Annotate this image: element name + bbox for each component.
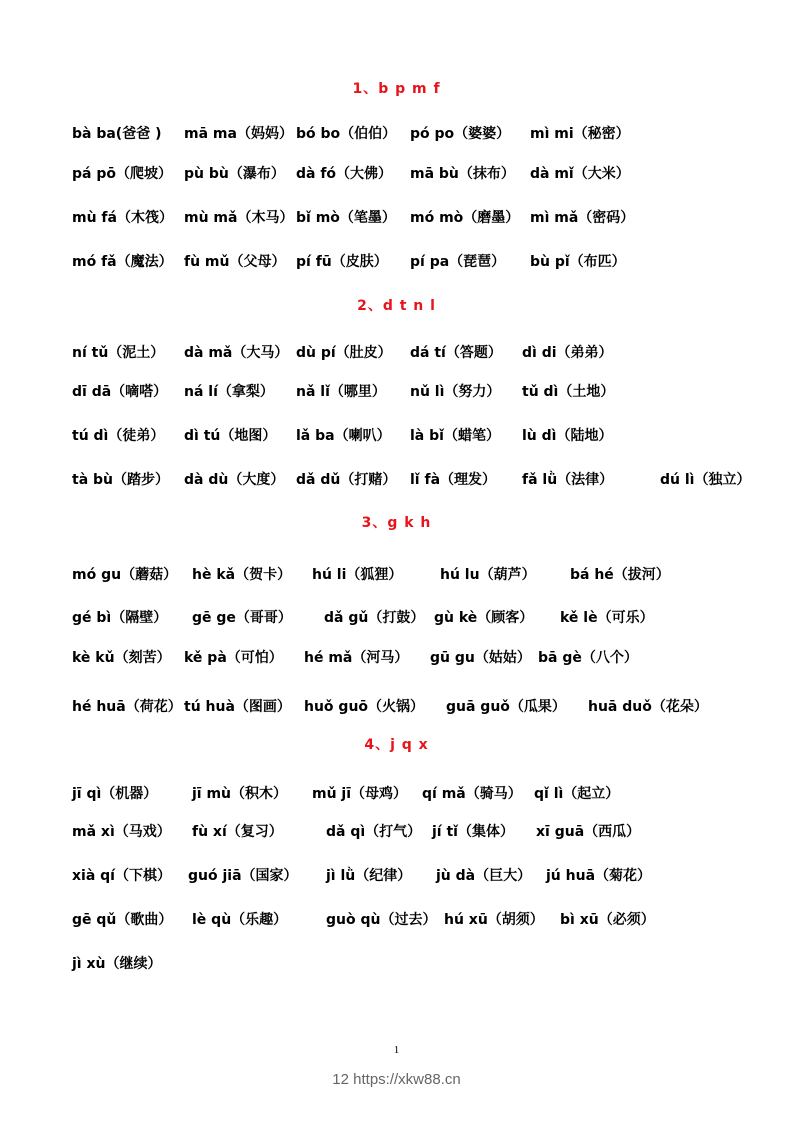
pinyin-term: dá tí（答题） — [410, 345, 502, 361]
pinyin-term: tà bù（踏步） — [72, 472, 170, 488]
pinyin-term: dǎ gǔ（打鼓） — [324, 610, 425, 626]
pinyin-term: gé bì（隔壁） — [72, 610, 168, 626]
pinyin-term: dǎ qì（打气） — [326, 824, 422, 840]
pinyin-term: fù mǔ（父母） — [184, 254, 286, 270]
pinyin-term: dà dù（大度） — [184, 472, 285, 488]
pinyin-term: hé huā（荷花） — [72, 699, 182, 715]
pinyin-term: kě pà（可怕） — [184, 650, 283, 666]
section-title: 4、j q x — [364, 737, 429, 753]
pinyin-term: jù dà（巨大） — [436, 868, 532, 884]
pinyin-term: hú li（狐狸） — [312, 567, 403, 583]
pinyin-term: gū gu（姑姑） — [430, 650, 531, 666]
pinyin-term: mì mi（秘密） — [530, 126, 630, 142]
pinyin-term: dú lì（独立） — [660, 472, 751, 488]
pinyin-term: bā gè（八个） — [538, 650, 638, 666]
pinyin-term: nǎ lǐ（哪里） — [296, 384, 386, 400]
page-number: 1 — [393, 1044, 400, 1056]
pinyin-term: pí pa（琵琶） — [410, 254, 506, 270]
pinyin-term: pù bù（瀑布） — [184, 166, 285, 182]
pinyin-term: pí fū（皮肤） — [296, 254, 388, 270]
pinyin-term: dī dā（嘀嗒） — [72, 384, 168, 400]
pinyin-term: huǒ guō（火锅） — [304, 699, 425, 715]
pinyin-term: tǔ dì（土地） — [522, 384, 615, 400]
pinyin-term: pó po（婆婆） — [410, 126, 511, 142]
pinyin-term: qí mǎ（骑马） — [422, 786, 522, 802]
pinyin-term: dà fó（大佛） — [296, 166, 393, 182]
pinyin-term: bù pǐ（布匹） — [530, 254, 626, 270]
pinyin-term: qǐ lì（起立） — [534, 786, 620, 802]
pinyin-term: hú lu（葫芦） — [440, 567, 536, 583]
pinyin-term: tú dì（徒弟） — [72, 428, 165, 444]
pinyin-term: lè qù（乐趣） — [192, 912, 288, 928]
pinyin-term: mā ma（妈妈） — [184, 126, 293, 142]
pinyin-term: huā duǒ（花朵） — [588, 699, 708, 715]
pinyin-term: jì xù（继续） — [72, 956, 162, 972]
watermark-url: 12 https://xkw88.cn — [332, 1071, 461, 1088]
pinyin-term: xī guā（西瓜） — [536, 824, 641, 840]
pinyin-term: bǐ mò（笔墨） — [296, 210, 396, 226]
pinyin-term: dǎ dǔ（打赌） — [296, 472, 397, 488]
pinyin-term: fù xí（复习） — [192, 824, 283, 840]
pinyin-term: gē qǔ（歌曲） — [72, 912, 173, 928]
pinyin-term: kě lè（可乐） — [560, 610, 654, 626]
pinyin-term: dì tú（地图） — [184, 428, 277, 444]
pinyin-term: guā guǒ（瓜果） — [446, 699, 566, 715]
pinyin-term: lù dì（陆地） — [522, 428, 613, 444]
pinyin-term: bó bo（伯伯） — [296, 126, 397, 142]
pinyin-term: mù mǎ（木马） — [184, 210, 294, 226]
pinyin-term: bì xū（必须） — [560, 912, 655, 928]
pinyin-term: mā bù（抹布） — [410, 166, 515, 182]
section-title: 3、g k h — [361, 515, 432, 531]
pinyin-term: jú huā（菊花） — [546, 868, 652, 884]
pinyin-term: pá pō（爬坡） — [72, 166, 172, 182]
pinyin-term: lǎ ba（喇叭） — [296, 428, 391, 444]
pinyin-term: hú xū（胡须） — [444, 912, 544, 928]
pinyin-term: bà ba(爸爸 ) — [72, 126, 162, 142]
pinyin-term: guó jiā（国家） — [188, 868, 298, 884]
section-title: 1、b p m f — [352, 81, 441, 97]
pinyin-term: gù kè（顾客） — [434, 610, 534, 626]
pinyin-term: hé mǎ（河马） — [304, 650, 409, 666]
pinyin-term: ní tǔ（泥土） — [72, 345, 165, 361]
pinyin-term: bá hé（拔河） — [570, 567, 670, 583]
pinyin-term: kè kǔ（刻苦） — [72, 650, 171, 666]
pinyin-term: dà mǎ（大马） — [184, 345, 289, 361]
pinyin-term: mù fá（木筏） — [72, 210, 173, 226]
pinyin-term: mǔ jī（母鸡） — [312, 786, 408, 802]
section-title: 2、d t n l — [357, 298, 436, 314]
pinyin-term: là bǐ（蜡笔） — [410, 428, 500, 444]
pinyin-term: jì lǜ（纪律） — [326, 868, 412, 884]
pinyin-term: xià qí（下棋） — [72, 868, 171, 884]
pinyin-term: guò qù（过去） — [326, 912, 437, 928]
pinyin-term: ná lí（拿梨） — [184, 384, 274, 400]
pinyin-term: hè kǎ（贺卡） — [192, 567, 292, 583]
pinyin-term: jī mù（积木） — [192, 786, 288, 802]
pinyin-term: tú huà（图画） — [184, 699, 291, 715]
pinyin-term: fǎ lǜ（法律） — [522, 472, 614, 488]
pinyin-term: nǔ lì（努力） — [410, 384, 501, 400]
pinyin-term: lǐ fà（理发） — [410, 472, 497, 488]
pinyin-term: dà mǐ（大米） — [530, 166, 630, 182]
pinyin-term: jī qì（机器） — [72, 786, 158, 802]
pinyin-term: mó gu（蘑菇） — [72, 567, 178, 583]
pinyin-term: mǎ xì（马戏） — [72, 824, 171, 840]
pinyin-term: mì mǎ（密码） — [530, 210, 635, 226]
pinyin-term: gē ge（哥哥） — [192, 610, 292, 626]
pinyin-term: mó fǎ（魔法） — [72, 254, 173, 270]
pinyin-term: mó mò（磨墨） — [410, 210, 520, 226]
pinyin-term: dì di（弟弟） — [522, 345, 613, 361]
pinyin-term: dù pí（肚皮） — [296, 345, 392, 361]
pinyin-term: jí tǐ（集体） — [432, 824, 514, 840]
